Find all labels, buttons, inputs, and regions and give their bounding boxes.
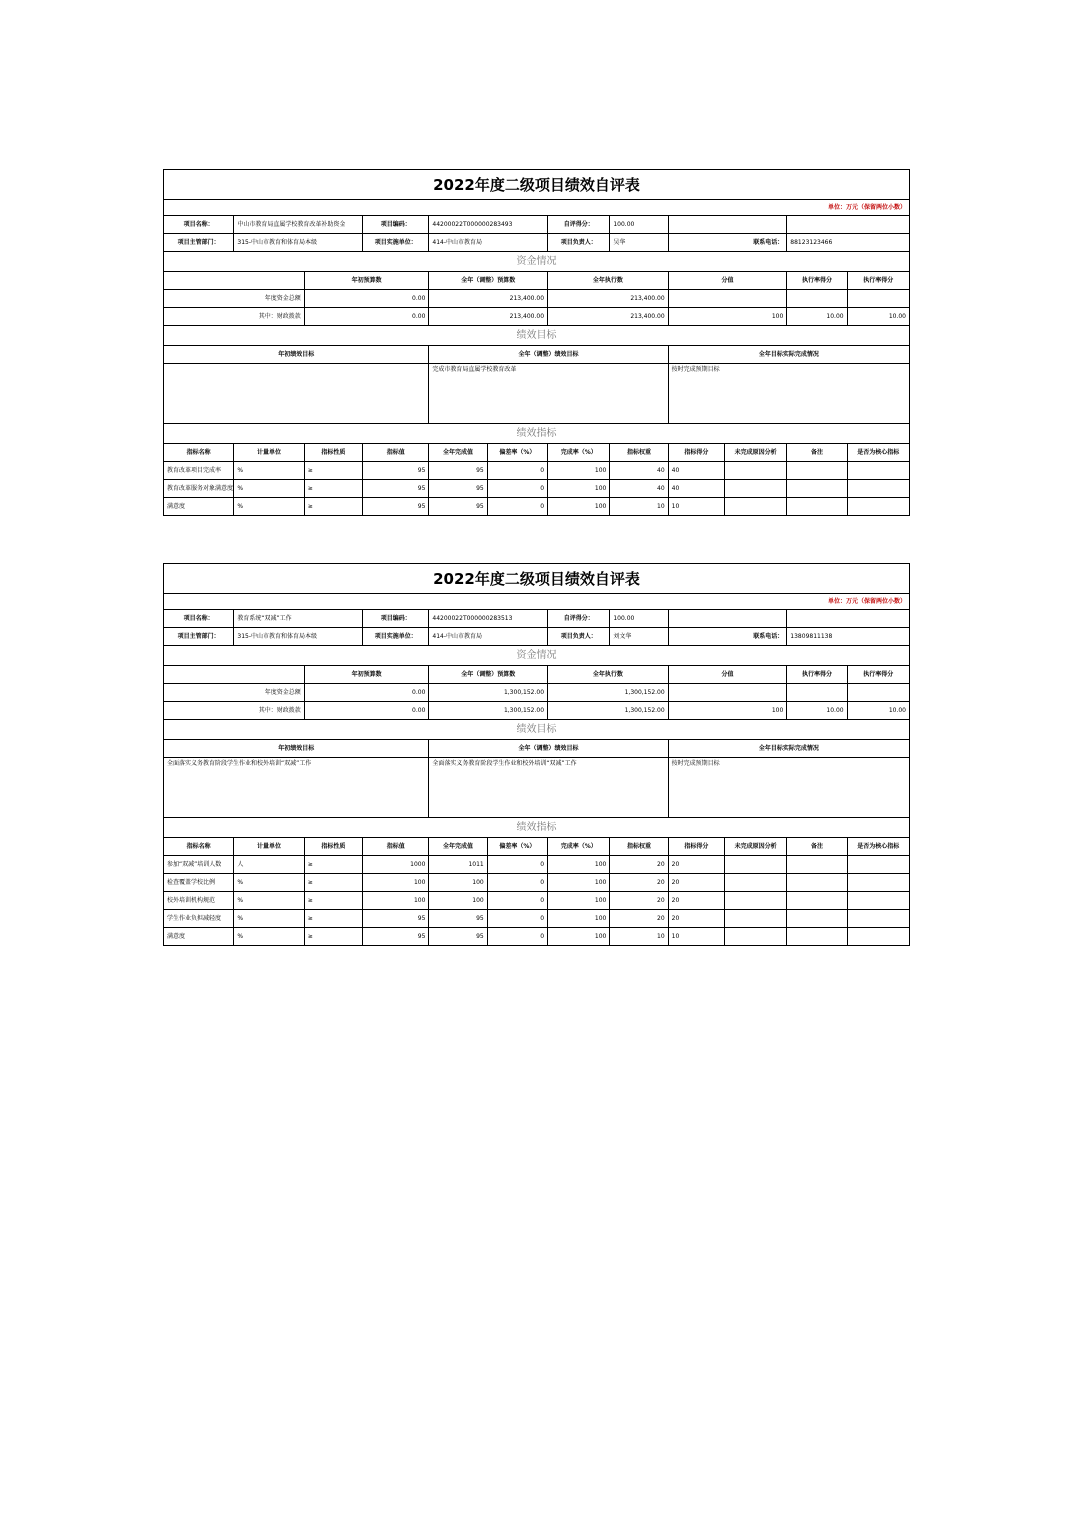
ind-note — [787, 462, 847, 480]
goal-actual-text: 按时完成预期目标 — [668, 758, 909, 818]
ind-weight: 20 — [610, 856, 668, 874]
funds-adjusted-value: 1,300,152.00 — [429, 684, 548, 702]
ind-deviation: 0 — [487, 874, 547, 892]
phone-label: 联系电话： — [668, 234, 787, 252]
ind-reason — [724, 498, 786, 516]
ind-note — [787, 874, 847, 892]
ind-value: 100 — [363, 874, 429, 892]
phone-value: 13809811138 — [787, 628, 910, 646]
ind-score: 20 — [668, 856, 724, 874]
ind-nature: ≥ — [304, 910, 362, 928]
ind-note — [787, 498, 847, 516]
ind-unit: % — [234, 480, 304, 498]
project-name-label: 项目名称： — [164, 610, 234, 628]
ind-nature: ≥ — [304, 480, 362, 498]
ind-note — [787, 910, 847, 928]
ind-reason — [724, 892, 786, 910]
goals-col-actual: 全年目标实际完成情况 — [668, 740, 909, 758]
indicator-row — [164, 462, 910, 480]
indicator-row — [164, 892, 910, 910]
ind-name: 学生作业负担减轻度 — [164, 910, 234, 928]
funds-col-annual: 年初预算数 — [304, 272, 429, 290]
ind-unit: % — [234, 498, 304, 516]
funds-header-row — [164, 272, 910, 290]
funds-col-annual: 年初预算数 — [304, 666, 429, 684]
funds-col-score: 分值 — [668, 272, 787, 290]
ind-col-core: 是否为核心指标 — [847, 838, 909, 856]
ind-completion: 100 — [548, 928, 610, 946]
ind-deviation: 0 — [487, 462, 547, 480]
ind-col-reason: 未完成原因分析 — [724, 444, 786, 462]
ind-col-core: 是否为核心指标 — [847, 444, 909, 462]
ind-col-unit: 计量单位 — [234, 444, 304, 462]
ind-name: 校外培训机构规范 — [164, 892, 234, 910]
dept-value: 315-中山市教育和体育局本级 — [234, 234, 363, 252]
ind-reason — [724, 874, 786, 892]
ind-completion: 100 — [548, 480, 610, 498]
funds-rate-score-value: 10.00 — [847, 308, 909, 326]
dept-label: 项目主管部门： — [164, 234, 234, 252]
ind-core — [847, 874, 909, 892]
form-title: 2022年度二级项目绩效自评表 — [164, 170, 910, 200]
ind-col-score: 指标得分 — [668, 444, 724, 462]
impl-unit-text: 414-中山市教育局 — [432, 238, 483, 246]
funds-rate-value: 10.00 — [787, 702, 847, 720]
goal-annual-text — [164, 364, 429, 424]
phone-label: 联系电话： — [668, 628, 787, 646]
funds-score-value: 100 — [668, 702, 787, 720]
empty-cell — [164, 666, 305, 684]
unit-note: 单位：万元（保留两位小数） — [164, 200, 910, 216]
ind-name: 检查覆盖学校比例 — [164, 874, 234, 892]
ind-col-actual: 全年完成值 — [429, 838, 487, 856]
goal-actual-text: 按时完成预期目标 — [668, 364, 909, 424]
funds-score-value — [668, 684, 787, 702]
ind-core — [847, 462, 909, 480]
dept-value: 315-中山市教育和体育局本级 — [234, 628, 363, 646]
goals-header-row — [164, 740, 910, 758]
ind-value: 100 — [363, 892, 429, 910]
goal-adjusted-text: 完成市教育局直属学校教育改革 — [429, 364, 668, 424]
goals-col-annual: 年初绩效目标 — [164, 740, 429, 758]
ind-core — [847, 498, 909, 516]
phone-value: 88123123466 — [787, 234, 910, 252]
indicators-section-header: 绩效指标 — [164, 424, 910, 444]
funds-rate-score-value — [847, 290, 909, 308]
ind-unit: 人 — [234, 856, 304, 874]
funds-section-header: 资金情况 — [164, 646, 910, 666]
goals-row — [164, 364, 910, 424]
funds-col-adjusted: 全年（调整）预算数 — [429, 666, 548, 684]
ind-value: 95 — [363, 480, 429, 498]
funds-row-label: 其中：财政拨款 — [164, 702, 305, 720]
ind-unit: % — [234, 892, 304, 910]
ind-actual: 95 — [429, 928, 487, 946]
funds-col-rate-score: 执行率得分 — [847, 666, 909, 684]
funds-col-score: 分值 — [668, 666, 787, 684]
ind-score: 20 — [668, 874, 724, 892]
impl-unit-value — [429, 628, 548, 646]
ind-score: 40 — [668, 480, 724, 498]
ind-col-value: 指标值 — [363, 444, 429, 462]
impl-unit-value — [429, 234, 548, 252]
ind-score: 20 — [668, 910, 724, 928]
ind-deviation: 0 — [487, 910, 547, 928]
project-code-label: 项目编码： — [363, 216, 429, 234]
ind-weight: 20 — [610, 892, 668, 910]
ind-weight: 10 — [610, 928, 668, 946]
contact-value: 吴华 — [610, 234, 668, 252]
ind-score: 20 — [668, 892, 724, 910]
empty-cell — [668, 216, 787, 234]
funds-col-adjusted: 全年（调整）预算数 — [429, 272, 548, 290]
goal-annual-text: 全面落实义务教育阶段学生作业和校外培训“双减”工作 — [164, 758, 429, 818]
funds-col-rate: 执行率得分 — [787, 666, 847, 684]
ind-value: 1000 — [363, 856, 429, 874]
ind-reason — [724, 462, 786, 480]
empty-cell — [164, 272, 305, 290]
ind-completion: 100 — [548, 498, 610, 516]
ind-col-unit: 计量单位 — [234, 838, 304, 856]
indicator-row — [164, 856, 910, 874]
funds-executed-value: 1,300,152.00 — [548, 702, 669, 720]
ind-note — [787, 480, 847, 498]
ind-completion: 100 — [548, 910, 610, 928]
ind-col-weight: 指标权重 — [610, 444, 668, 462]
indicators-section-header: 绩效指标 — [164, 818, 910, 838]
ind-nature: ≥ — [304, 462, 362, 480]
ind-actual: 95 — [429, 910, 487, 928]
ind-actual: 95 — [429, 498, 487, 516]
project-info-row — [164, 216, 910, 234]
ind-reason — [724, 856, 786, 874]
funds-col-executed: 全年执行数 — [548, 272, 669, 290]
ind-deviation: 0 — [487, 892, 547, 910]
funds-col-rate-score: 执行率得分 — [847, 272, 909, 290]
ind-score: 10 — [668, 928, 724, 946]
ind-col-note: 备注 — [787, 444, 847, 462]
project-code-value: 44200022T000000283513 — [429, 610, 548, 628]
ind-actual: 100 — [429, 874, 487, 892]
self-score-value: 100.00 — [610, 610, 668, 628]
funds-col-rate: 执行率得分 — [787, 272, 847, 290]
ind-unit: % — [234, 874, 304, 892]
ind-note — [787, 928, 847, 946]
project-code-label: 项目编码： — [363, 610, 429, 628]
indicator-row — [164, 480, 910, 498]
impl-unit-text: 414-中山市教育局 — [432, 632, 483, 640]
ind-completion: 100 — [548, 892, 610, 910]
funds-adjusted-value: 213,400.00 — [429, 290, 548, 308]
unit-note: 单位：万元（保留两位小数） — [164, 594, 910, 610]
ind-col-completion: 完成率（%） — [548, 444, 610, 462]
funds-annual-value: 0.00 — [304, 290, 429, 308]
funds-row-label: 其中：财政拨款 — [164, 308, 305, 326]
ind-col-deviation: 偏差率（%） — [487, 838, 547, 856]
ind-col-score: 指标得分 — [668, 838, 724, 856]
impl-unit-label: 项目实施单位： — [363, 234, 429, 252]
self-score-label: 自评得分： — [548, 610, 610, 628]
goals-col-adjusted: 全年（调整）绩效目标 — [429, 346, 668, 364]
funds-annual-value: 0.00 — [304, 702, 429, 720]
empty-cell — [668, 610, 787, 628]
ind-col-nature: 指标性质 — [304, 838, 362, 856]
self-evaluation-form-2 — [163, 563, 910, 946]
ind-unit: % — [234, 928, 304, 946]
ind-col-note: 备注 — [787, 838, 847, 856]
ind-value: 95 — [363, 910, 429, 928]
indicator-row — [164, 874, 910, 892]
contact-label: 项目负责人： — [548, 628, 610, 646]
ind-actual: 95 — [429, 462, 487, 480]
ind-weight: 20 — [610, 910, 668, 928]
funds-rate-score-value — [847, 684, 909, 702]
ind-col-actual: 全年完成值 — [429, 444, 487, 462]
ind-deviation: 0 — [487, 498, 547, 516]
funds-header-row — [164, 666, 910, 684]
ind-completion: 100 — [548, 856, 610, 874]
funds-executed-value: 213,400.00 — [548, 308, 669, 326]
contact-value: 刘文华 — [610, 628, 668, 646]
ind-nature: ≥ — [304, 498, 362, 516]
ind-col-completion: 完成率（%） — [548, 838, 610, 856]
funds-score-value — [668, 290, 787, 308]
ind-actual: 100 — [429, 892, 487, 910]
ind-nature: ≥ — [304, 856, 362, 874]
funds-executed-value: 213,400.00 — [548, 290, 669, 308]
ind-core — [847, 910, 909, 928]
impl-unit-label: 项目实施单位： — [363, 628, 429, 646]
ind-unit: % — [234, 462, 304, 480]
empty-cell — [787, 216, 910, 234]
ind-unit: % — [234, 910, 304, 928]
ind-name: 满意度 — [164, 928, 234, 946]
funds-annual-value: 0.00 — [304, 684, 429, 702]
ind-core — [847, 856, 909, 874]
ind-core — [847, 928, 909, 946]
ind-name: 教育改革服务对象满意度 — [164, 480, 234, 498]
goals-col-annual: 年初绩效目标 — [164, 346, 429, 364]
funds-adjusted-value: 1,300,152.00 — [429, 702, 548, 720]
ind-deviation: 0 — [487, 928, 547, 946]
ind-actual: 1011 — [429, 856, 487, 874]
ind-core — [847, 892, 909, 910]
funds-rate-value: 10.00 — [787, 308, 847, 326]
indicator-row — [164, 498, 910, 516]
ind-reason — [724, 480, 786, 498]
ind-reason — [724, 910, 786, 928]
funds-adjusted-value: 213,400.00 — [429, 308, 548, 326]
indicators-header-row — [164, 444, 910, 462]
department-info-row — [164, 628, 910, 646]
funds-row — [164, 290, 910, 308]
ind-score: 10 — [668, 498, 724, 516]
funds-row-label: 年度资金总额 — [164, 290, 305, 308]
goals-row — [164, 758, 910, 818]
ind-completion: 100 — [548, 874, 610, 892]
funds-row — [164, 308, 910, 326]
empty-cell — [787, 610, 910, 628]
ind-weight: 20 — [610, 874, 668, 892]
ind-reason — [724, 928, 786, 946]
goal-adjusted-text: 全面落实义务教育阶段学生作业和校外培训“双减”工作 — [429, 758, 668, 818]
ind-value: 95 — [363, 498, 429, 516]
funds-annual-value: 0.00 — [304, 308, 429, 326]
department-info-row — [164, 234, 910, 252]
ind-nature: ≥ — [304, 892, 362, 910]
ind-name: 满意度 — [164, 498, 234, 516]
funds-row-label: 年度资金总额 — [164, 684, 305, 702]
ind-value: 95 — [363, 928, 429, 946]
funds-row — [164, 684, 910, 702]
form-title: 2022年度二级项目绩效自评表 — [164, 564, 910, 594]
funds-rate-value — [787, 684, 847, 702]
ind-deviation: 0 — [487, 856, 547, 874]
ind-value: 95 — [363, 462, 429, 480]
self-evaluation-form-1 — [163, 169, 910, 516]
ind-col-name: 指标名称 — [164, 838, 234, 856]
indicator-row — [164, 910, 910, 928]
self-score-value: 100.00 — [610, 216, 668, 234]
funds-rate-value — [787, 290, 847, 308]
ind-weight: 10 — [610, 498, 668, 516]
funds-score-value: 100 — [668, 308, 787, 326]
goals-section-header: 绩效目标 — [164, 720, 910, 740]
ind-completion: 100 — [548, 462, 610, 480]
ind-core — [847, 480, 909, 498]
dept-label: 项目主管部门： — [164, 628, 234, 646]
ind-col-name: 指标名称 — [164, 444, 234, 462]
contact-label: 项目负责人： — [548, 234, 610, 252]
project-code-value: 44200022T000000283493 — [429, 216, 548, 234]
ind-nature: ≥ — [304, 874, 362, 892]
self-score-label: 自评得分： — [548, 216, 610, 234]
goals-section-header: 绩效目标 — [164, 326, 910, 346]
ind-col-value: 指标值 — [363, 838, 429, 856]
ind-nature: ≥ — [304, 928, 362, 946]
project-name-label: 项目名称： — [164, 216, 234, 234]
ind-col-weight: 指标权重 — [610, 838, 668, 856]
goals-col-actual: 全年目标实际完成情况 — [668, 346, 909, 364]
funds-row — [164, 702, 910, 720]
ind-weight: 40 — [610, 480, 668, 498]
ind-note — [787, 892, 847, 910]
ind-actual: 95 — [429, 480, 487, 498]
funds-col-executed: 全年执行数 — [548, 666, 669, 684]
ind-col-nature: 指标性质 — [304, 444, 362, 462]
project-name-value: 中山市教育局直属学校教育改革补助资金 — [234, 216, 363, 234]
ind-score: 40 — [668, 462, 724, 480]
funds-rate-score-value: 10.00 — [847, 702, 909, 720]
funds-executed-value: 1,300,152.00 — [548, 684, 669, 702]
ind-name: 参加“双减”培训人数 — [164, 856, 234, 874]
goals-col-adjusted: 全年（调整）绩效目标 — [429, 740, 668, 758]
ind-weight: 40 — [610, 462, 668, 480]
ind-name: 教育改革项目完成率 — [164, 462, 234, 480]
indicators-header-row — [164, 838, 910, 856]
project-info-row — [164, 610, 910, 628]
ind-deviation: 0 — [487, 480, 547, 498]
goals-header-row — [164, 346, 910, 364]
ind-col-reason: 未完成原因分析 — [724, 838, 786, 856]
indicator-row — [164, 928, 910, 946]
ind-col-deviation: 偏差率（%） — [487, 444, 547, 462]
funds-section-header: 资金情况 — [164, 252, 910, 272]
project-name-value: 教育系统“双减”工作 — [234, 610, 363, 628]
ind-note — [787, 856, 847, 874]
